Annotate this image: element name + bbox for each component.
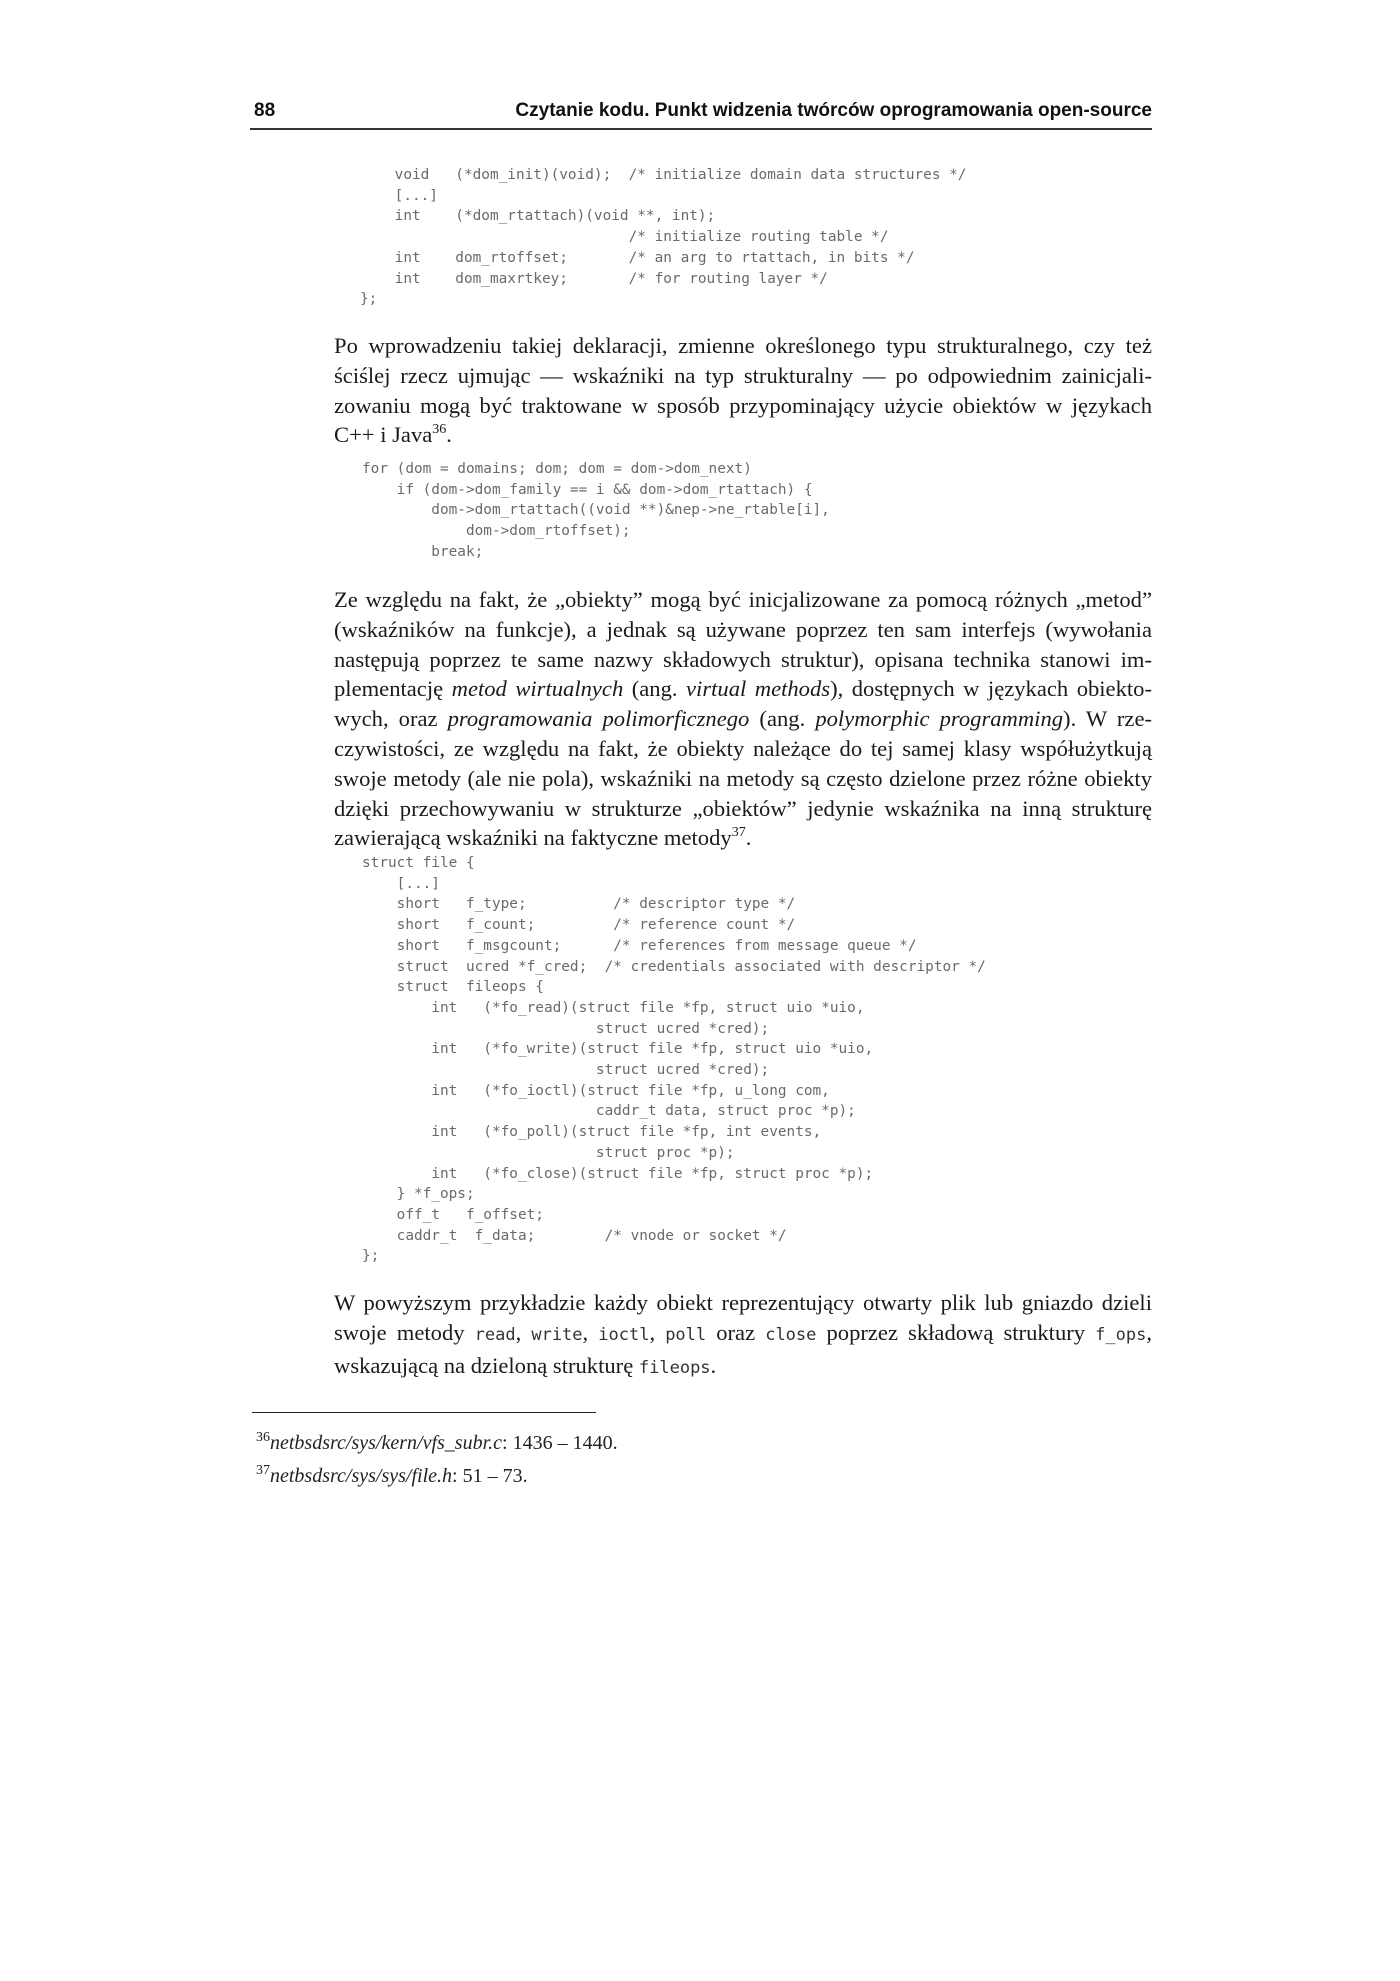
code-line: caddr_t data, struct proc *p); (362, 1103, 856, 1120)
code-line: dom->dom_rtattach((void **)&nep->ne_rtable[i], (362, 502, 830, 519)
footnote-ref-37: 37 (731, 825, 746, 841)
code-line: /* initialize routing table */ (360, 229, 889, 246)
code-line: struct fileops { (362, 979, 544, 996)
paragraph-line: swoje metody (ale nie pola), wskaźniki na metody są często dzielone przez różne obiekty (334, 765, 1152, 791)
paragraph-line: Po wprowadzeniu takiej deklaracji, zmienne określonego typu strukturalnego, czy też (334, 333, 1152, 358)
inline-code: poll (665, 1324, 707, 1345)
code-block-domain (360, 165, 966, 310)
running-title: Czytanie kodu. Punkt widzenia twórców oprogramowania open-source (515, 100, 1152, 121)
text-span: (ang. (749, 706, 816, 732)
text-span: , (649, 1319, 666, 1345)
paragraph-line: dzięki przechowywaniu w strukturze „obiektów” jedynie wskaźnika na inną strukturę (334, 795, 1152, 821)
italic-term: virtual methods (686, 676, 831, 702)
paragraph-fileops (334, 1288, 1152, 1383)
code-line: int dom_maxrtkey; /* for routing layer */ (360, 270, 828, 287)
page-header (250, 96, 1152, 126)
text-span: plementację (334, 676, 452, 702)
text-span: C++ i Java (334, 422, 433, 448)
code-block-loop (362, 459, 830, 563)
text-span: poprzez składową struktury (816, 1319, 1096, 1345)
footnote-path: netbsdsrc/sys/kern/vfs_subr.c (270, 1432, 503, 1454)
code-line: short f_type; /* descriptor type */ (362, 896, 796, 913)
inline-code: f_ops (1095, 1324, 1147, 1345)
paragraph-declaration (334, 331, 1152, 450)
code-line: off_t f_offset; (362, 1206, 544, 1223)
paragraph-line: (wskaźników na funkcje), a jednak są używane poprzez ten sam interfejs (wywołania (334, 616, 1152, 642)
inline-code: fileops (638, 1357, 711, 1378)
italic-term: programowania polimorficznego (447, 706, 750, 732)
text-span: wych, oraz (334, 706, 448, 732)
footnote-rule (252, 1412, 596, 1413)
text-span: ), dostępnych w językach obiekto- (830, 676, 1152, 702)
paragraph-line: czywistości, ze względu na fakt, że obiekty należące do tej samej klasy współużytkują (334, 735, 1152, 761)
code-line: } *f_ops; (362, 1186, 475, 1203)
footnote-ref: : 51 – 73. (452, 1465, 528, 1487)
code-line: int (*dom_rtattach)(void **, int); (360, 208, 716, 225)
paragraph-line (334, 823, 1152, 853)
code-line: [...] (360, 187, 438, 204)
paragraph-line (334, 1318, 1152, 1351)
footnote-ref-36: 36 (432, 422, 447, 438)
inline-code: ioctl (598, 1324, 650, 1345)
text-span: , (1146, 1319, 1152, 1345)
text-span: (ang. (623, 676, 687, 702)
footnote-path: netbsdsrc/sys/sys/file.h (270, 1465, 453, 1487)
code-line: struct proc *p); (362, 1144, 735, 1161)
code-block-struct-file (362, 853, 986, 1267)
code-line: dom->dom_rtoffset); (362, 523, 631, 540)
paragraph-line (334, 420, 1152, 450)
text-span: , (582, 1319, 599, 1345)
inline-code: write (531, 1324, 583, 1345)
paragraph-line: Ze względu na fakt, że „obiekty” mogą być inicjalizowane za pomocą różnych „metod” (334, 587, 1152, 612)
code-line: caddr_t f_data; /* vnode or socket */ (362, 1227, 787, 1244)
code-line: int (*fo_write)(struct file *fp, struct uio *uio, (362, 1041, 874, 1058)
footnote-ref: : 1436 – 1440. (502, 1432, 618, 1454)
italic-term: metod wirtualnych (451, 676, 624, 702)
code-line: void (*dom_init)(void); /* initialize domain data structures */ (360, 167, 967, 183)
inline-code: close (765, 1324, 817, 1345)
header-rule (250, 128, 1152, 130)
text-span: swoje metody (334, 1319, 475, 1345)
page-number: 88 (254, 100, 276, 121)
code-line: if (dom->dom_family == i && dom->dom_rtattach) { (362, 481, 813, 498)
text-span: wskazującą na dzieloną strukturę (334, 1352, 639, 1378)
paragraph-line (334, 674, 1152, 704)
code-line: int (*fo_close)(struct file *fp, struct proc *p); (362, 1165, 874, 1182)
paragraph-line: następują poprzez te same nazwy składowych struktur), opisana technika stanowi im- (334, 646, 1152, 672)
code-line: int (*fo_poll)(struct file *fp, int events, (362, 1124, 822, 1141)
footnote-number: 36 (256, 1430, 270, 1445)
paragraph-virtual-methods (334, 585, 1152, 853)
code-line: struct file { (362, 855, 475, 871)
code-line: [...] (362, 875, 440, 892)
italic-term: polymorphic programming (815, 706, 1064, 732)
footnote-36 (256, 1432, 618, 1455)
paragraph-line (334, 704, 1152, 734)
text-span: . (710, 1352, 717, 1378)
text-span: , (515, 1319, 532, 1345)
inline-code: read (474, 1324, 516, 1345)
code-line: break; (362, 543, 484, 560)
text-span: ). W rze- (1063, 706, 1152, 732)
text-span: . (446, 422, 452, 448)
code-line: short f_msgcount; /* references from message queue */ (362, 937, 917, 954)
code-line: short f_count; /* reference count */ (362, 917, 796, 934)
code-line: int dom_rtoffset; /* an arg to rtattach, in bits */ (360, 249, 915, 266)
footnote-37 (256, 1465, 528, 1488)
code-line: struct ucred *cred); (362, 1020, 770, 1037)
code-line: }; (362, 1248, 380, 1265)
paragraph-line (334, 1351, 1152, 1384)
code-line: struct ucred *cred); (362, 1062, 770, 1079)
code-line: }; (360, 291, 378, 308)
footnote-number: 37 (256, 1463, 270, 1478)
text-span: . (745, 825, 752, 851)
text-span: zawierającą wskaźniki na faktyczne metody (334, 825, 732, 851)
code-line: int (*fo_read)(struct file *fp, struct uio *uio, (362, 999, 865, 1016)
code-line: int (*fo_ioctl)(struct file *fp, u_long com, (362, 1082, 830, 1099)
code-line: for (dom = domains; dom; dom = dom->dom_next) (362, 461, 752, 477)
text-span: oraz (706, 1319, 766, 1345)
paragraph-line: W powyższym przykładzie każdy obiekt reprezentujący otwarty plik lub gniazdo dzieli (334, 1290, 1152, 1315)
paragraph-line: zowaniu mogą być traktowane w sposób przypominający użycie obiektów w językach (334, 392, 1152, 418)
paragraph-line: ściślej rzecz ujmując — wskaźniki na typ strukturalny — po odpowiednim zainicjali- (334, 362, 1152, 388)
code-line: struct ucred *f_cred; /* credentials associated with descriptor */ (362, 958, 986, 975)
